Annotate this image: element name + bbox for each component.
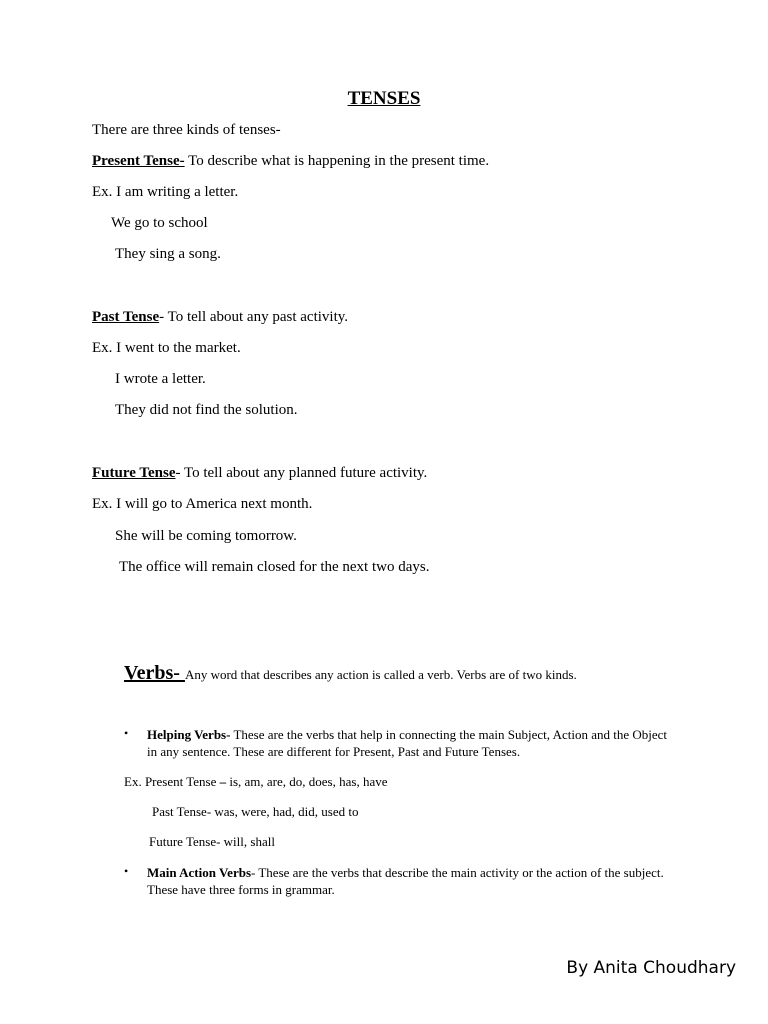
page-title: TENSES [347,88,421,109]
helping-example-present-prefix: Ex. Present Tense [124,774,220,789]
helping-example-past: Past Tense- was, were, had, did, used to [152,804,359,819]
past-example-3: They did not find the solution. [115,402,298,418]
past-example-1: Ex. I went to the market. [92,340,241,356]
present-example-1: Ex. I am writing a letter. [92,184,239,200]
past-example-2: I wrote a letter. [115,371,206,387]
past-tense-desc: - To tell about any past activity. [159,309,349,325]
verbs-line [124,662,577,685]
future-tense-desc: - To tell about any planned future activity. [175,465,428,481]
main-action-verbs-paragraph [147,864,667,898]
bullet-icon: • [124,726,129,740]
intro-text: There are three kinds of tenses- [92,122,281,138]
past-tense-heading: Past Tense [92,309,160,325]
helping-example-present [124,773,387,790]
present-tense-heading: Present Tense- [92,153,185,169]
main-action-verbs-text: - These are the verbs that describe the main activity or the action of the subject. These have three forms in grammar. [147,865,664,897]
author-credit: By Anita Choudhary [566,958,736,978]
helping-example-future: Future Tense- will, shall [149,834,275,849]
present-example-3: They sing a song. [115,246,221,262]
future-example-3: The office will remain closed for the next two days. [119,559,430,575]
verbs-heading: Verbs- [124,662,185,684]
present-example-2: We go to school [111,215,208,231]
present-tense-line [92,152,489,170]
helping-example-present-rest: is, am, are, do, does, has, have [226,774,388,789]
future-tense-line [92,464,427,482]
helping-verbs-paragraph [147,726,667,760]
present-tense-desc: To describe what is happening in the present time. [184,153,490,169]
future-example-1: Ex. I will go to America next month. [92,496,313,512]
helping-example-present-dash: – [219,774,227,789]
verbs-desc: Any word that describes any action is called a verb. Verbs are of two kinds. [184,667,577,682]
bullet-icon: • [124,864,129,878]
helping-verbs-label: Helping Verbs- [147,727,231,742]
helping-verbs-text: These are the verbs that help in connecting the main Subject, Action and the Object in any sentence. These are different for Present, Past and Future Tenses. [147,727,668,759]
future-tense-heading: Future Tense [92,465,176,481]
main-action-verbs-label: Main Action Verbs [147,865,252,880]
future-example-2: She will be coming tomorrow. [115,528,297,544]
past-tense-line [92,308,348,326]
